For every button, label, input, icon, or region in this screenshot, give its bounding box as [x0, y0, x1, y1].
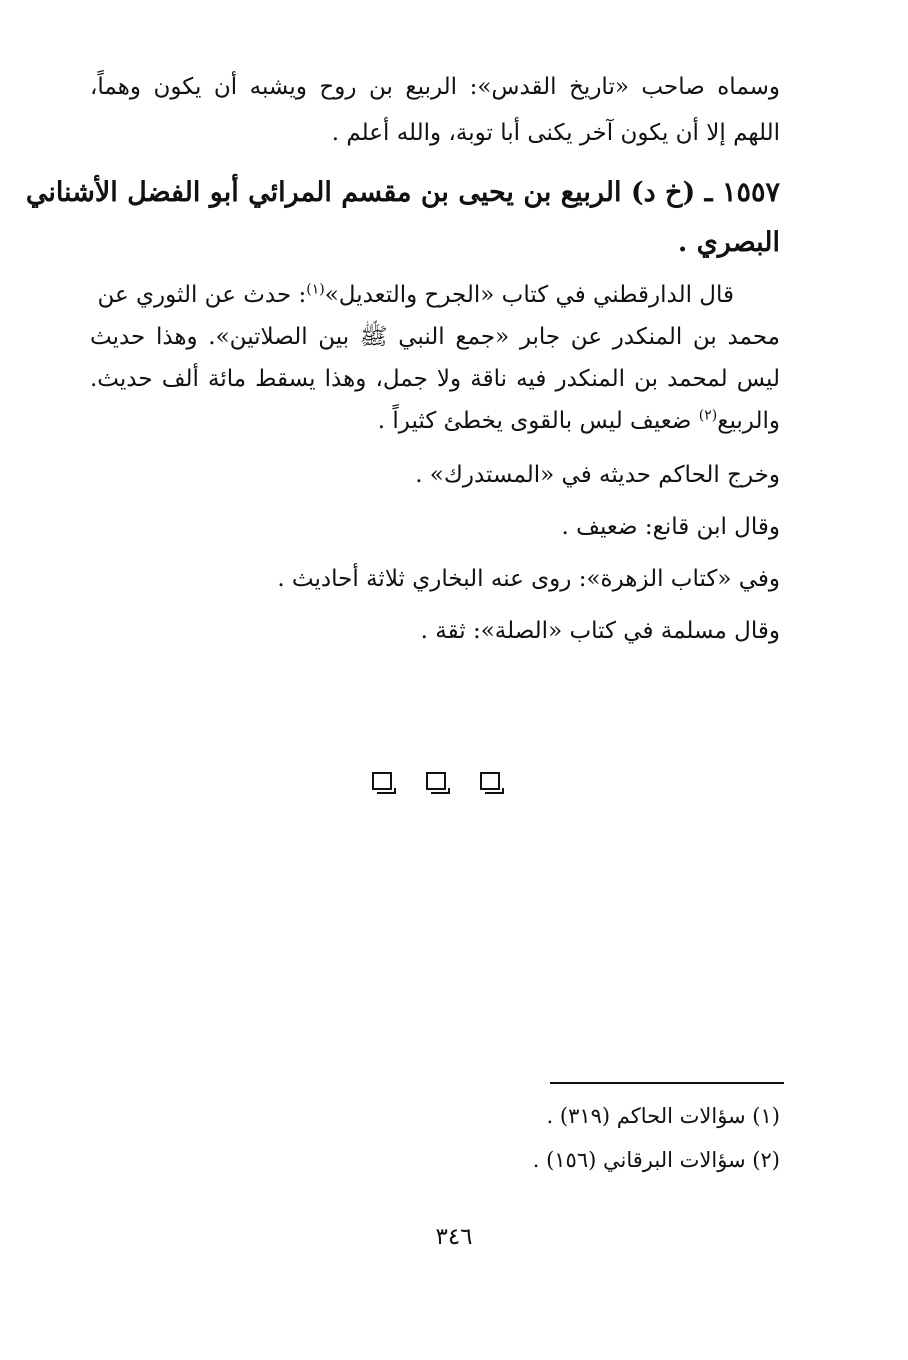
ornament-box-icon [480, 772, 500, 790]
text-line-2: اللهم إلا أن يكون آخر يكنى أبا توبة، والله أعلم . [331, 120, 780, 146]
text-line-6 [90, 406, 780, 436]
footnote-1: (١) سؤالات الحاكم (٣١٩) . [546, 1104, 780, 1128]
text-line-5: ليس لمحمد بن المنكدر فيه ناقة ولا جمل، وهذا يسقط مائة ألف حديث. [90, 366, 780, 392]
section-end-ornament [372, 772, 500, 798]
footnote-marker-2: (٢) [698, 407, 718, 424]
footnote-marker-1: (١) [306, 281, 325, 298]
footnote-2: (٢) سؤالات البرقاني (١٥٦) . [532, 1148, 780, 1172]
text-line-1: وسماه صاحب «تاريخ القدس»: الربيع بن روح ويشبه أن يكون وهماً، [90, 74, 780, 100]
text-line-10: وقال مسلمة في كتاب «الصلة»: ثقة . [420, 618, 780, 644]
text-segment: والربيع [717, 408, 780, 434]
page-number: ٣٤٦ [435, 1224, 473, 1250]
text-line-4: محمد بن المنكدر عن جابر «جمع النبي ﷺ بين الصلاتين». وهذا حديث [90, 324, 780, 350]
text-line-8: وقال ابن قانع: ضعيف . [561, 514, 780, 540]
text-line-3 [90, 280, 780, 310]
text-line-9: وفي «كتاب الزهرة»: روى عنه البخاري ثلاثة أحاديث . [277, 566, 780, 592]
entry-heading-line-1: ١٥٥٧ ـ (خ د) الربيع بن يحيى بن مقسم المرائي أبو الفضل الأشناني [25, 177, 780, 208]
entry-heading-line-2: البصري . [677, 227, 780, 258]
footnote-divider [550, 1082, 784, 1084]
ornament-box-icon [426, 772, 446, 790]
text-segment: : حدث عن الثوري عن [97, 282, 307, 308]
text-segment: ضعيف ليس بالقوى يخطئ كثيراً . [377, 408, 699, 434]
text-line-7: وخرج الحاكم حديثه في «المستدرك» . [415, 462, 780, 488]
ornament-box-icon [372, 772, 392, 790]
text-segment: قال الدارقطني في كتاب «الجرح والتعديل» [324, 282, 734, 308]
